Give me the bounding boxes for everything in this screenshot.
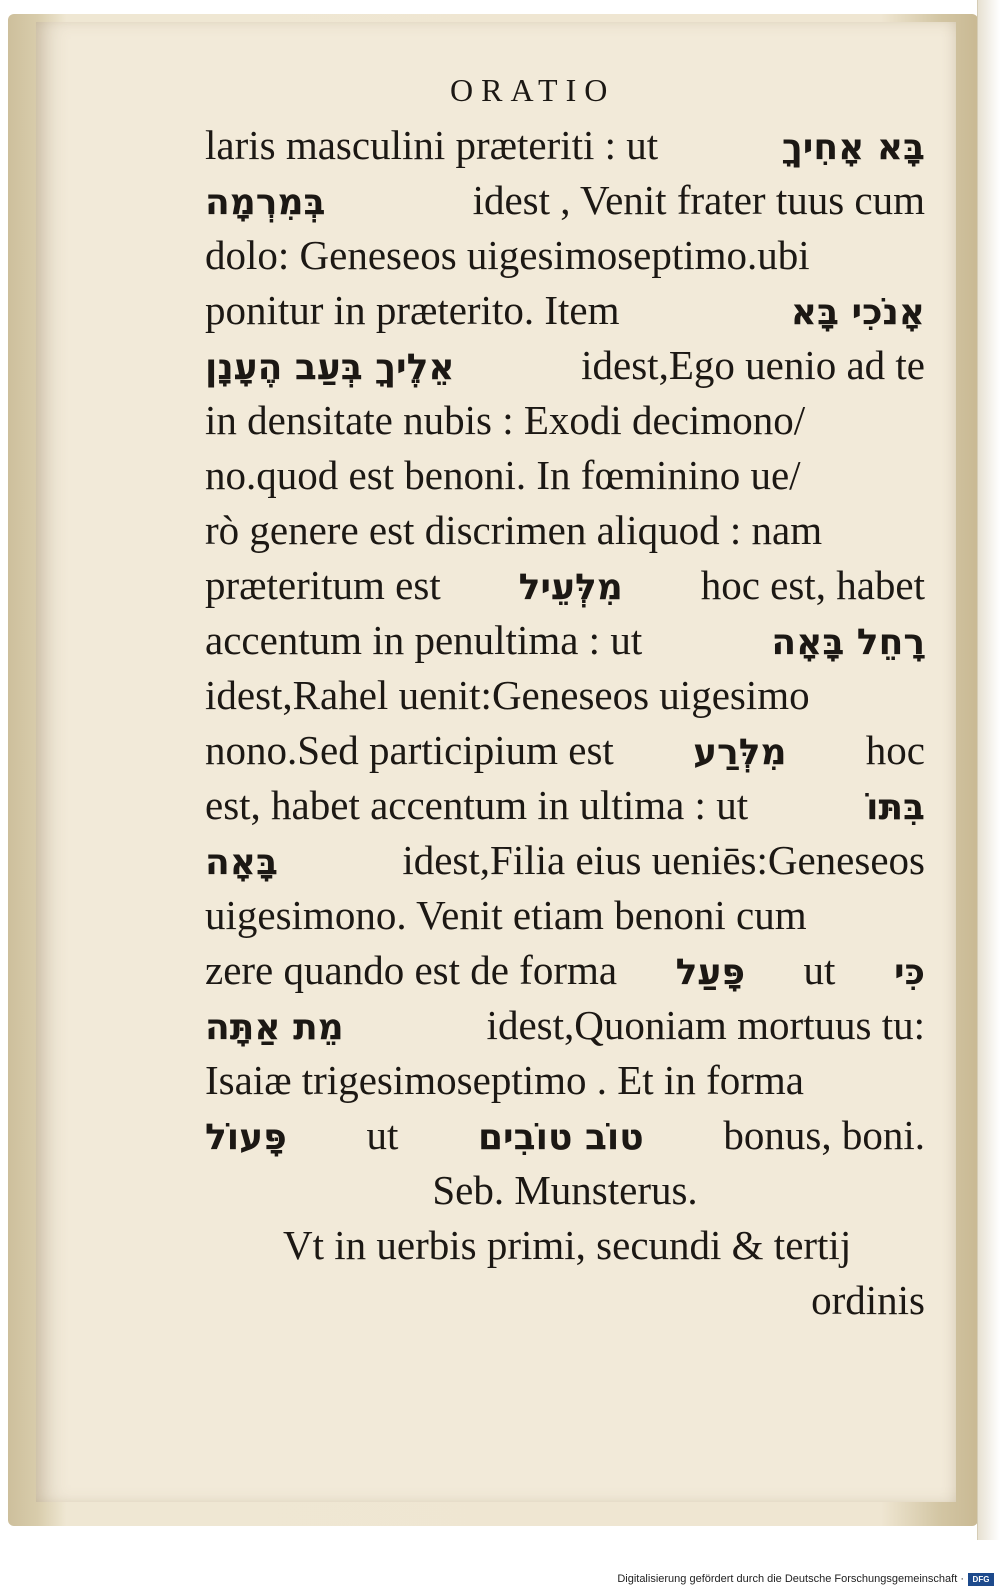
- footer-credit: Digitalisierung gefördert durch die Deutsche Forschungsgemeinschaft ·: [617, 1573, 964, 1585]
- text-line: uigesimono. Venit etiam benoni cum: [205, 892, 807, 938]
- footer: [0, 1570, 1000, 1591]
- text-line: præteritum est מִלְּעֵיל hoc est, habet: [205, 562, 925, 608]
- text-line: accentum in penultima : ut רָחֵל בָּאָה: [205, 617, 925, 663]
- text-line: אֵלֶיךָ בְּעַב הֶעָנָן idest,Ego uenio ad te: [205, 342, 925, 388]
- text-line: zere quando est de forma פָּעַל ut כִּי: [205, 947, 925, 993]
- text-line: dolo: Geneseos uigesimoseptimo.ubi: [205, 232, 810, 278]
- text-line: בָּאָה idest,Filia eius ueniēs:Geneseos: [205, 837, 925, 883]
- text-line: Vt in uerbis primi, secundi & tertij: [283, 1222, 852, 1268]
- text-line: פָּעוֹל ut טוֹב טוֹבִים bonus, boni.: [205, 1112, 925, 1158]
- signature-line: Seb. Munsterus.: [432, 1167, 698, 1213]
- text-line: nono.Sed participium est מִלְּרַע hoc: [205, 727, 925, 773]
- text-line: no.quod est benoni. In fœminino ue/: [205, 452, 801, 498]
- text-line: laris masculini præteriti : ut בָּא אָחִיךָ: [205, 122, 925, 168]
- page-text: [205, 118, 925, 1328]
- text-line: est, habet accentum in ultima : ut בִּתּוֹ: [205, 782, 925, 828]
- dfg-logo: DFG: [968, 1573, 994, 1586]
- text-line: rò genere est discrimen aliquod : nam: [205, 507, 823, 553]
- text-line: ponitur in præterito. Item אָנֹכִי בָּא: [205, 287, 925, 333]
- text-line: idest,Rahel uenit:Geneseos uigesimo: [205, 672, 810, 718]
- scan-border: [977, 0, 1000, 1540]
- page-header: ORATIO: [450, 72, 616, 108]
- catchword: ordinis: [811, 1277, 925, 1323]
- text-line: בְּמִרְמָה idest , Venit frater tuus cum: [205, 177, 925, 223]
- text-line: in densitate nubis : Exodi decimono/: [205, 397, 806, 443]
- text-line: מֵת אַתָּה idest,Quoniam mortuus tu:: [205, 1002, 925, 1048]
- text-line: Isaiæ trigesimoseptimo . Et in forma: [205, 1057, 804, 1103]
